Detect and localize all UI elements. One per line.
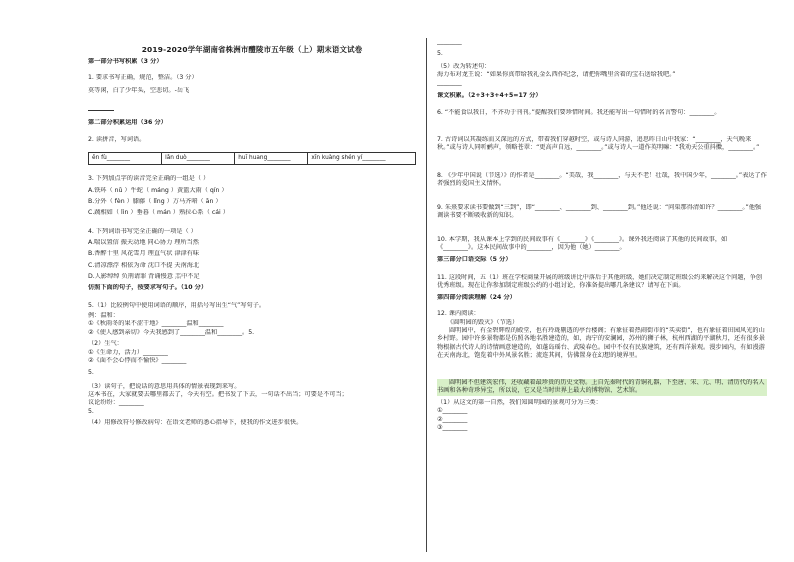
option[interactable]: B.香醉十里 风花雪月 理直气状 津津有味 (88, 250, 200, 258)
option[interactable]: D.人影绰绰 负荆请罪 背诵慢意 羔中不足 (88, 273, 200, 281)
sub-question: （2）生气： (88, 340, 123, 348)
question-number: 5. (88, 369, 94, 377)
option[interactable]: A.喘以置信 振天动地 同心协力 理所当然 (88, 238, 199, 246)
pinyin-cell[interactable]: huī huang________ (235, 153, 308, 164)
option[interactable]: C.蔬相如（ lìn ）垂暮（ mán ）熟拉心系（ cái ） (88, 209, 229, 217)
question-3: 3. 下列加点字的读音完全正确的一组是（ ） (88, 175, 210, 183)
example-line: ①《秋雨冬的果不涩干地》________温和________ (88, 320, 224, 328)
question-number: 5. (88, 407, 94, 415)
option[interactable]: B.分外（ fèn ）膝藤（ lǐng ）万马齐喑（ ān ） (88, 197, 222, 205)
example-line: ②《使人感到亲切》今天我感到了________温和________。5. (88, 328, 255, 336)
section-heading: 第一部分书写积累（3 分） (88, 58, 163, 65)
sub-question: （4）用修改符号修改病句：在语文老师的悉心指导下，使我的作文进步很快。 (88, 419, 303, 427)
pinyin-cell[interactable]: lǎn duò________ (162, 153, 235, 164)
page-title: 2019-2020学年湖南省株洲市醴陵市五年级（上）期末语文试卷 (141, 45, 363, 54)
right-column (437, 38, 767, 432)
question-number: 5. (437, 50, 443, 58)
answer-line[interactable]: ③________ (437, 424, 468, 432)
column-divider (426, 38, 427, 552)
question-7: 7. 古诗词以其凝练而又深远的方式，带着我们穿越时空，或与诗人同游，追思昨日山中我家：“________，天气晚来秋。”或与诗人同听鹂声，领略苍翠：“更高声自远，________。”或与诗人一道作英明嘛：“我劝天公重抖擞，________。” (437, 135, 760, 151)
example: 例：温和： (88, 312, 119, 320)
section-heading: 第三部分口语交际（5 分） (437, 255, 512, 263)
sub-question-text: 海力布对龙王说：“如果你真带给我礼金么西作纪念，请把你嘴里含着的宝石送给我吧。” (437, 71, 676, 79)
pinyin-cell[interactable]: xīn kuàng shén yí________ (311, 154, 386, 161)
sub-question: （3）读句子，把说话的意思用具体的情景表现到来写。 (88, 382, 241, 390)
left-column (88, 58, 416, 427)
answer-line[interactable]: ②________ (437, 415, 468, 423)
question-2: 2. 读拼音，写词语。 (88, 135, 146, 143)
answer-blank[interactable] (88, 104, 114, 111)
section-heading: 第二部分积累运用（36 分） (88, 119, 167, 127)
passage-title: 《圆明园的毁灭》（节选） (447, 318, 519, 326)
section-heading: 第四部分阅读理解（24 分） (437, 293, 516, 301)
instruction: 仿照下面的句子，按要求写句子。（10 分） (88, 284, 208, 292)
question-11: 11. 这段时间，五（1）班在学校商量开展的班级讲比中落后于其他班级，她们决定制定班级公约来解决这个问题，争创优秀班级。现在让你参加制定班级公约的小组讨论，你准备提出哪几条建议？请写在下面。 (437, 273, 763, 290)
question-6: 6. “不能食以我日，不齐功于刊刊。”提醒我们要珍惜时间。我还能写出一句惜时的名言警句：________。 (437, 109, 721, 117)
sub-question: （5）改为转述句： (437, 62, 491, 70)
passage-paragraph-highlighted: 圆明园不但建筑宏伟，还收藏着最珍贵的历史文物。上自先秦时代的青铜礼器，下至唐、宋、元、明、清历代的名人书画和各种奇珍异宝，所以说，它又是当时世界上最大的博物馆、艺术馆。 (437, 379, 767, 396)
pinyin-cell[interactable]: ěn fù________ (89, 153, 162, 164)
question-5: 5.（1）比较例句中使用词语的顺序，用括号写出生“气”写句子。 (88, 301, 266, 309)
passage-paragraph: 圆明园中，有金碧辉煌的殿堂，也有玲珑剔透的亭台楼阁；有象征着热闹街市的“买卖街”，也有象征着田园风光的山乡村野。园中许多景物都是仿照各地名胜建造的，如，海宁的安澜园，苏州的狮子林，杭州西湖的平湖秋月，还有很多景物根据古代诗人的诗情画意建造的，如蓬岛瑶台、武陵春色。园中不仅有民族建筑，还有西洋景观。漫步园内，有如漫游在天南海北，饱览着中外风景名胜；流连其间，仿佛置身在幻想的境界里。 (437, 326, 765, 360)
answer-line[interactable]: ________ (437, 38, 462, 45)
sub-question-text: 这本书在，大家就要去哪里都去了，今天有空。把书发了下去，一句话不出当；可要是不可当； (88, 390, 348, 398)
pinyin-table (88, 152, 416, 165)
answer-line[interactable]: ________ (437, 79, 462, 87)
question-8: 8. 《少年中国说（节选）》的作者是________。“美哉，我________，与天不老！壮哉，我中国少年，________。”表达了作者强烈的爱国主义情怀。 (437, 171, 767, 187)
section-heading: 课文积累。（2+3+3+4+5=17 分） (437, 91, 542, 99)
question-9: 9. 朱熹要求读书要做到“三到”，即“________、________到、________到。”他还说：“问渠那得清如许？________。”他强调读书要不断吸收新的知识。 (437, 203, 762, 219)
answer-line[interactable]: ②《面不会心悸而不愉快》________ (88, 356, 187, 364)
question-1-text: 莫等闲，白了少年头，空悲切。-岳飞 (88, 86, 190, 94)
option[interactable]: A.铁环（ nǔ ）牛蛇（ máng ）黄篮大雨（ qín ） (88, 186, 228, 194)
question-10: 10. 本学期，我从课本上学到的民间故事有《________》《________》。课外我还阅读了其他的民间故事，如《________》。这本民间故事中的________，因为他（她）________。 (437, 235, 728, 251)
answer-line[interactable]: ①________ (437, 407, 468, 415)
question-12: 12. 课内阅读： (437, 310, 480, 318)
sub-question: （1）从这文的第一自然，我们知圆明园的景观可分为三类： (437, 398, 602, 406)
question-4: 4. 下列词语书写完全正确的一项是（ ） (88, 227, 197, 235)
answer-line[interactable]: ①《生命力，活力）________ (88, 348, 168, 356)
question-1: 1. 要求书写正确，规范，整洁。（3 分） (88, 74, 198, 82)
option[interactable]: C.清凉漂浮 相依为命 沈口不提 天南海北 (88, 261, 200, 269)
answer-line[interactable]: 议论纷纷：________ (88, 399, 144, 407)
